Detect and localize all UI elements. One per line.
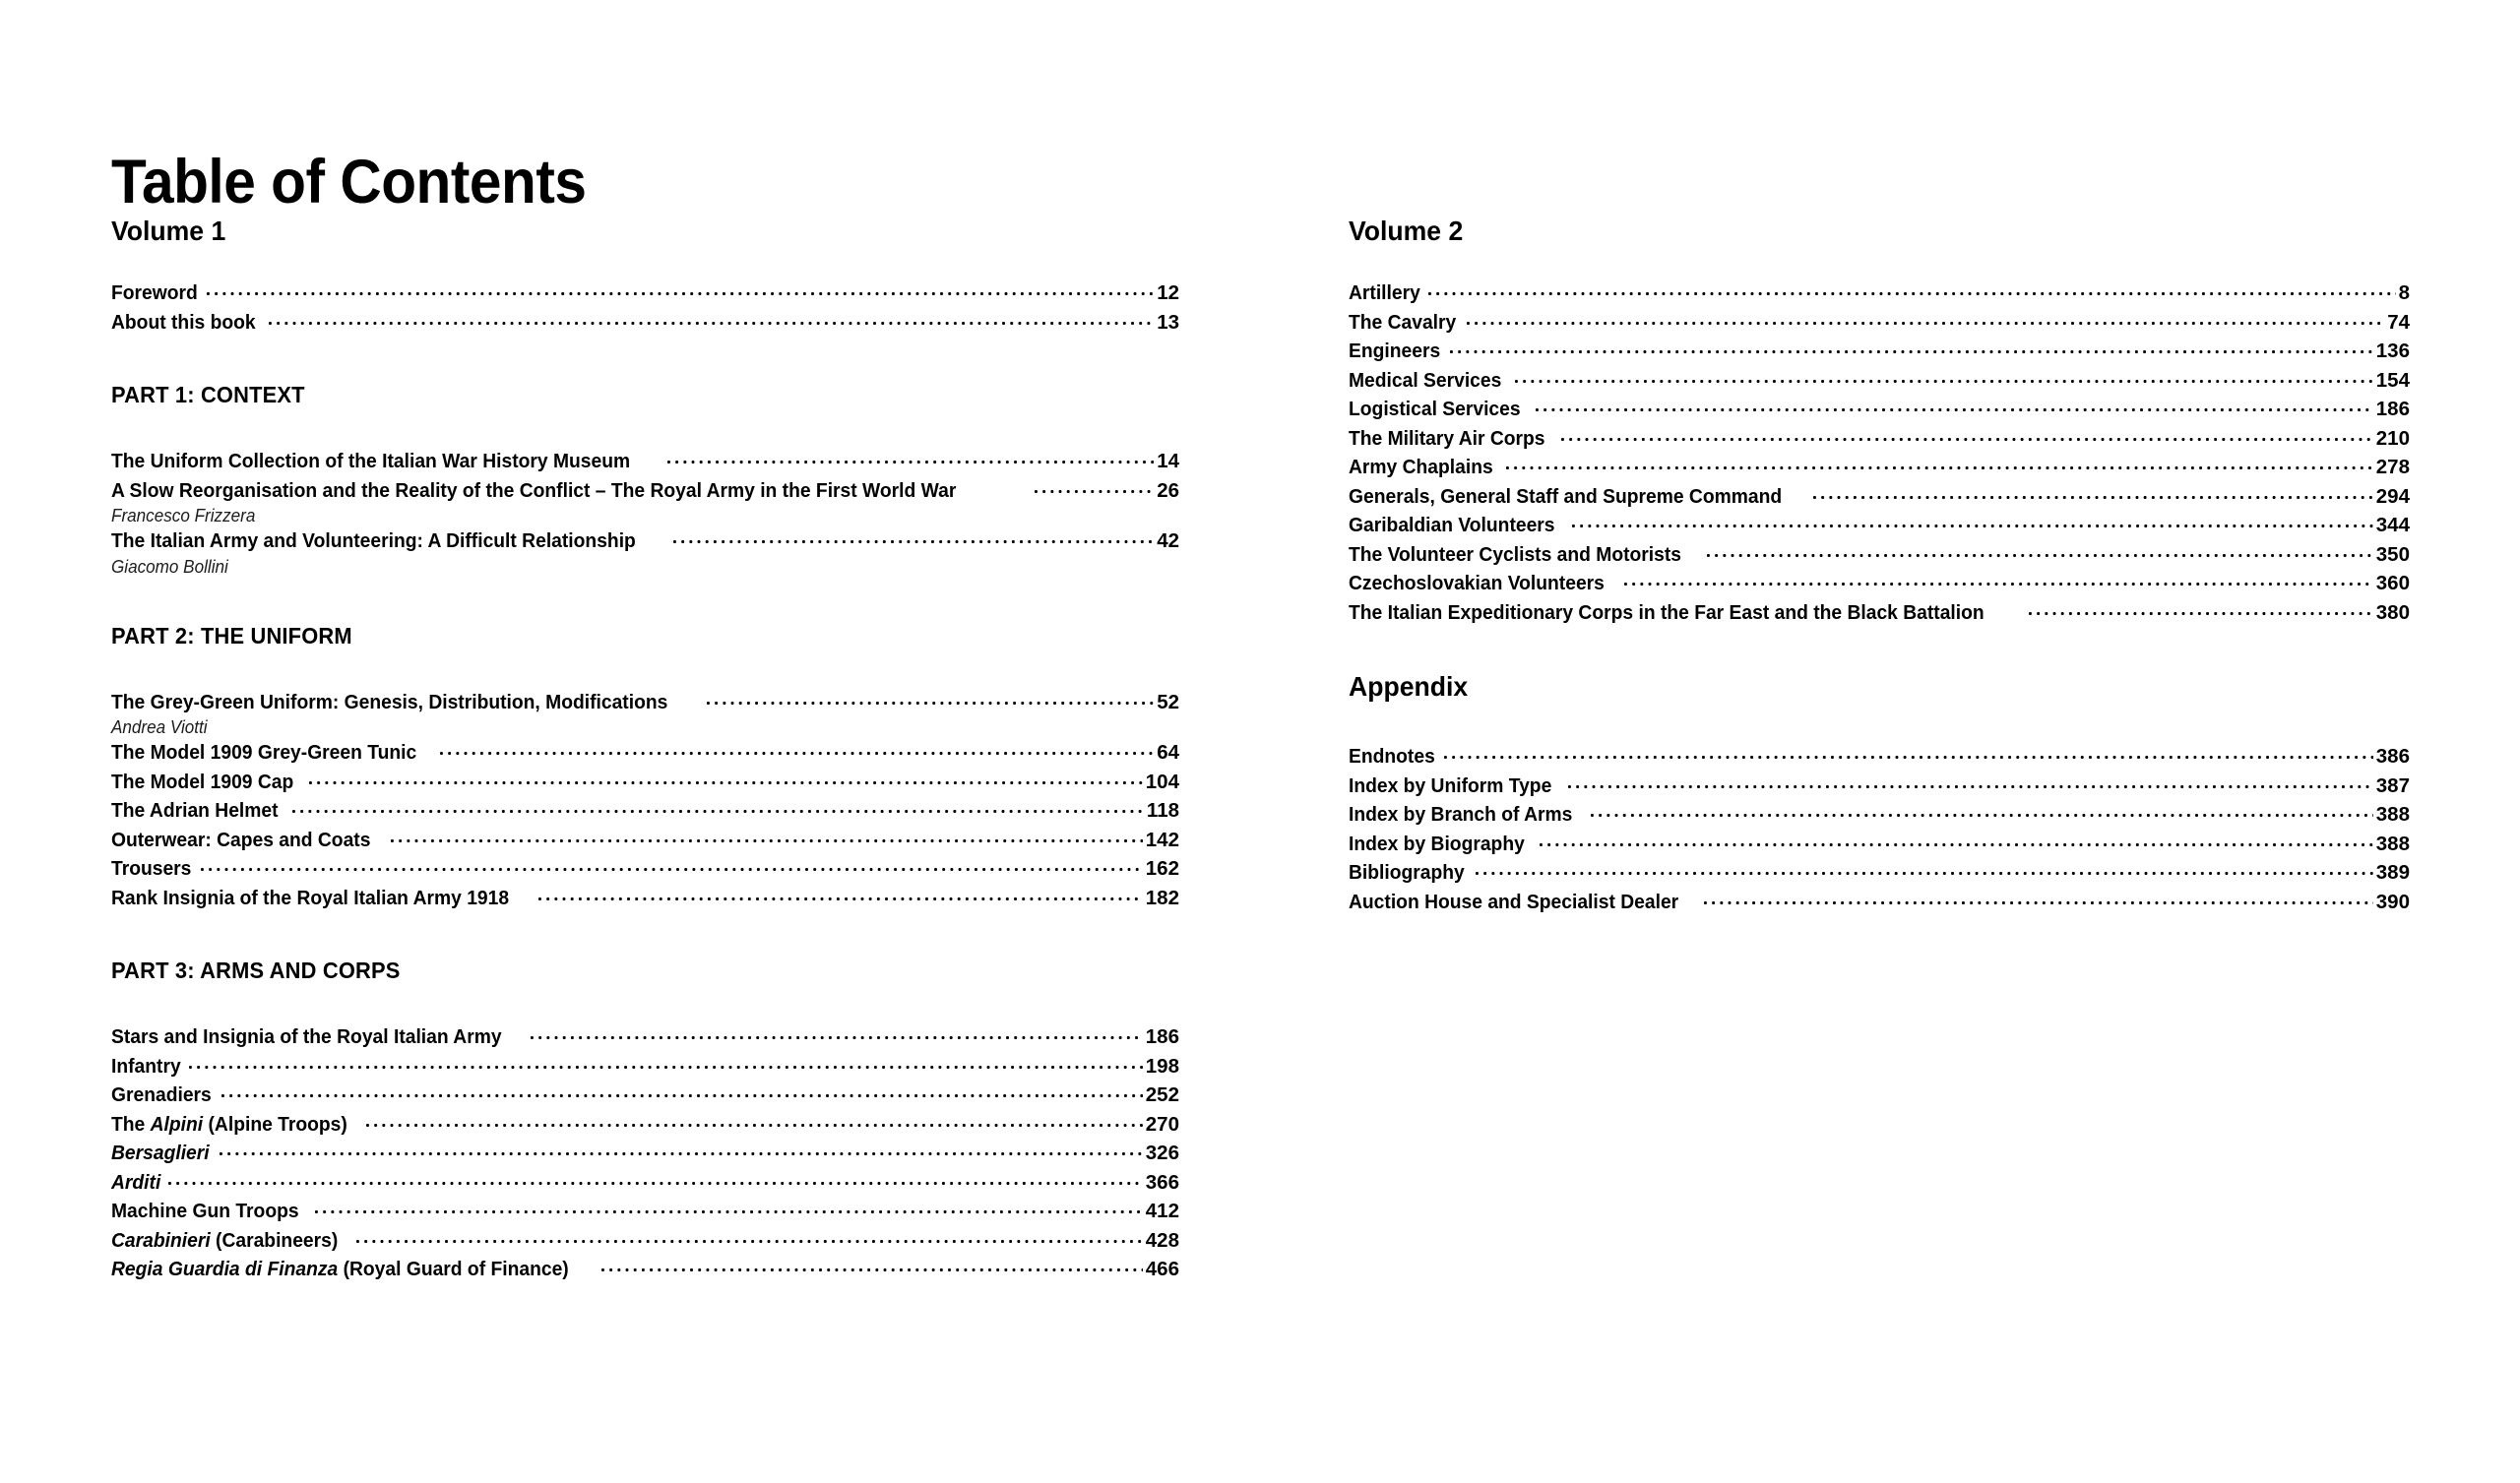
dot-leader [1035,477,1154,497]
toc-entry-label: Rank Insignia of the Royal Italian Army 1918 [111,886,510,909]
toc-entry[interactable] [111,447,1179,476]
toc-entry[interactable] [1349,772,2410,801]
dot-leader [601,1256,1142,1275]
appendix-gap-before [1349,627,2410,673]
toc-entry-label: Index by Biography [1349,832,1525,855]
toc-entry[interactable] [111,884,1179,913]
dot-leader [309,769,1143,788]
toc-entry-label: Bibliography [1349,861,1465,884]
dot-leader [440,739,1154,759]
toc-page-number: 52 [1157,690,1179,713]
toc-entry[interactable] [111,476,1179,506]
toc-page-number: 182 [1145,886,1179,909]
dot-leader [1450,338,2373,357]
toc-page-number: 26 [1157,478,1179,502]
dot-leader [391,827,1143,846]
toc-page-number: 42 [1157,529,1179,552]
dot-leader [1572,512,2373,531]
toc-entry-author: Francesco Frizzera [111,506,256,525]
toc-page-number: 210 [2375,426,2410,450]
dot-leader [1428,279,2395,299]
toc-page-number: 389 [2375,861,2410,884]
toc-entry[interactable] [111,1197,1179,1226]
toc-page-number: 388 [2375,803,2410,826]
toc-entry[interactable] [1349,395,2410,424]
toc-page-number: 142 [1145,828,1179,851]
toc-entry-label: The Italian Army and Volunteering: A Difficult Relationship [111,529,636,552]
toc-entry-label: Generals, General Staff and Supreme Command [1349,484,1783,508]
dot-leader [1515,367,2373,387]
toc-entry[interactable] [1349,366,2410,396]
toc-entry[interactable] [111,1081,1179,1110]
dot-leader [1506,454,2373,473]
toc-entry[interactable] [111,688,1179,717]
toc-entry-label: Auction House and Specialist Dealer [1349,890,1679,913]
dot-leader [1568,772,2372,792]
toc-entry-author: Andrea Viotti [111,717,208,737]
toc-entry-label: Army Chaplains [1349,456,1493,478]
dot-leader [292,797,1144,817]
toc-page-number: 186 [2375,398,2410,420]
toc-entry-label: Machine Gun Troops [111,1200,299,1222]
toc-page-number: 388 [2375,832,2410,855]
toc-page-number: 12 [1157,281,1179,304]
toc-entry[interactable] [1349,742,2410,772]
toc-entry-label: The Model 1909 Grey-Green Tunic [111,741,417,764]
dot-leader [168,1169,1143,1189]
dot-leader [221,1081,1143,1101]
toc-entry-label: Carabinieri (Carabineers) [111,1228,339,1252]
toc-page-number: 360 [2375,572,2410,594]
toc-entry[interactable] [111,826,1179,855]
toc-entry[interactable] [1349,511,2410,540]
toc-entry-label: Stars and Insignia of the Royal Italian Army [111,1025,502,1048]
volume-1-heading: Volume 1 [111,216,226,246]
toc-page-number: 74 [2387,310,2410,334]
toc-entry[interactable] [111,278,1179,308]
dot-leader [315,1198,1143,1217]
toc-entry-label: Trousers [111,857,192,880]
toc-page-number: 294 [2375,484,2410,508]
toc-entry-label: Engineers [1349,340,1441,362]
page-title: Table of Contents [111,148,587,217]
toc-entry[interactable] [1349,278,2410,308]
dot-leader [1561,425,2373,445]
toc-entry-label: Medical Services [1349,368,1502,392]
toc-page-number: 13 [1157,310,1179,334]
part-heading: PART 3: ARMS AND CORPS [111,958,401,983]
toc-entry[interactable] [111,1110,1179,1140]
toc-entry-label: About this book [111,310,256,334]
toc-entry-label: The Military Air Corps [1349,426,1545,450]
toc-page-number: 350 [2375,542,2410,566]
toc-page-number: 118 [1146,799,1179,822]
dot-leader [201,855,1143,875]
toc-entry-label: The Alpini (Alpine Troops) [111,1112,347,1136]
dot-leader [1444,743,2372,763]
toc-page-number: 154 [2375,368,2410,392]
toc-entry-label: The Model 1909 Cap [111,770,294,793]
toc-entry[interactable] [111,1255,1179,1284]
dot-leader [707,689,1154,709]
toc-page-number: 136 [2375,340,2410,362]
toc-entry-label: The Volunteer Cyclists and Motorists [1349,542,1682,566]
toc-page-number: 326 [1145,1142,1179,1164]
toc-entry-label: Index by Uniform Type [1349,773,1552,797]
volume-1-entries [111,278,1179,1284]
toc-entry[interactable] [1349,858,2410,888]
toc-page-number: 252 [1145,1083,1179,1106]
dot-leader [1536,396,2373,415]
part-heading: PART 2: THE UNIFORM [111,622,352,649]
dot-leader [207,279,1154,299]
toc-entry-label: The Cavalry [1349,310,1457,334]
toc-page-number: 270 [1145,1112,1179,1136]
part-gap-after [111,982,1179,1022]
toc-entry[interactable] [111,308,1179,338]
toc-page-number: 186 [1145,1025,1179,1048]
toc-entry-label: Garibaldian Volunteers [1349,514,1555,536]
toc-entry-label: Foreword [111,281,198,304]
toc-page-number: 380 [2375,600,2410,624]
toc-page-number: 8 [2398,281,2410,304]
toc-page-number: 428 [1145,1228,1179,1252]
toc-page-number: 386 [2375,745,2410,768]
volume-2-entries [1349,278,2410,916]
toc-entry[interactable] [111,1022,1179,1052]
toc-entry-label: Regia Guardia di Finanza (Royal Guard of Finance) [111,1258,569,1280]
dot-leader [1540,831,2373,850]
toc-entry[interactable] [1349,453,2410,482]
toc-page-number: 198 [1145,1054,1179,1078]
dot-leader [1704,889,2373,908]
toc-entry[interactable] [1349,800,2410,830]
toc-entry[interactable] [1349,308,2410,338]
toc-entry[interactable] [1349,888,2410,917]
toc-entry[interactable] [1349,569,2410,598]
dot-leader [2029,599,2373,619]
toc-entry-label: Infantry [111,1054,181,1078]
toc-entry-author: Giacomo Bollini [111,556,228,577]
part-gap-before [111,337,1179,384]
toc-entry-label: Grenadiers [111,1083,212,1106]
toc-entry[interactable] [111,1226,1179,1256]
part-gap-after [111,648,1179,688]
dot-leader [538,885,1143,904]
toc-page-number: 387 [2375,773,2410,797]
part-gap-after [111,406,1179,447]
toc-entry[interactable] [1349,482,2410,512]
toc-entry[interactable] [111,1168,1179,1198]
dot-leader [269,309,1154,329]
part-gap-before [111,578,1179,625]
dot-leader [1813,483,2373,503]
toc-entry[interactable] [1349,337,2410,366]
toc-entry[interactable] [111,738,1179,768]
toc-entry-label: The Adrian Helmet [111,799,279,822]
toc-entry-label: The Grey-Green Uniform: Genesis, Distribution, Modifications [111,690,668,713]
toc-entry[interactable] [1349,598,2410,628]
toc-entry[interactable] [111,1139,1179,1168]
toc-entry-label: Endnotes [1349,745,1435,768]
toc-page-number: 344 [2375,514,2410,536]
volume-2-heading: Volume 2 [1349,216,1464,246]
toc-page-number: 104 [1145,770,1179,793]
toc-entry-label: A Slow Reorganisation and the Reality of the Conflict – The Royal Army in the First World War [111,478,957,502]
toc-entry-label: Arditi [111,1170,161,1194]
toc-entry-label: The Italian Expeditionary Corps in the Far East and the Black Battalion [1349,600,1984,624]
dot-leader [1476,859,2372,879]
toc-page-number: 64 [1157,741,1179,764]
dot-leader [1624,570,2372,589]
toc-entry[interactable] [1349,830,2410,859]
toc-entry-label: Outerwear: Capes and Coats [111,828,371,851]
toc-page-number: 162 [1145,857,1179,880]
toc-entry[interactable] [1349,424,2410,454]
dot-leader [531,1023,1143,1043]
toc-entry-label: Logistical Services [1349,398,1521,420]
toc-page-number: 466 [1145,1258,1179,1280]
toc-entry-label: Artillery [1349,281,1420,304]
appendix-gap-after [1349,701,2410,742]
toc-page-number: 278 [2375,456,2410,478]
toc-entry-label: The Uniform Collection of the Italian War History Museum [111,450,631,472]
toc-page-number: 412 [1145,1200,1179,1222]
dot-leader [220,1140,1143,1159]
toc-entry[interactable] [111,526,1179,556]
dot-leader [189,1053,1143,1073]
toc-entry[interactable] [111,854,1179,884]
toc-entry[interactable] [111,796,1179,826]
toc-page-number: 390 [2375,890,2410,913]
toc-entry-label: Czechoslovakian Volunteers [1349,572,1605,594]
dot-leader [366,1111,1143,1131]
part-gap-before [111,912,1179,959]
appendix-heading: Appendix [1349,671,1469,702]
toc-entry[interactable] [1349,540,2410,570]
part-heading: PART 1: CONTEXT [111,382,305,407]
toc-entry-label: Index by Branch of Arms [1349,803,1573,826]
dot-leader [673,527,1154,547]
toc-entry-label: Bersaglieri [111,1142,210,1164]
dot-leader [1707,541,2373,561]
dot-leader [1591,801,2373,821]
dot-leader [1467,309,2384,329]
dot-leader [667,448,1154,467]
toc-page-number: 14 [1157,450,1179,472]
toc-entry[interactable] [111,768,1179,797]
dot-leader [356,1227,1143,1247]
toc-page-number: 366 [1145,1170,1179,1194]
toc-entry[interactable] [111,1052,1179,1081]
